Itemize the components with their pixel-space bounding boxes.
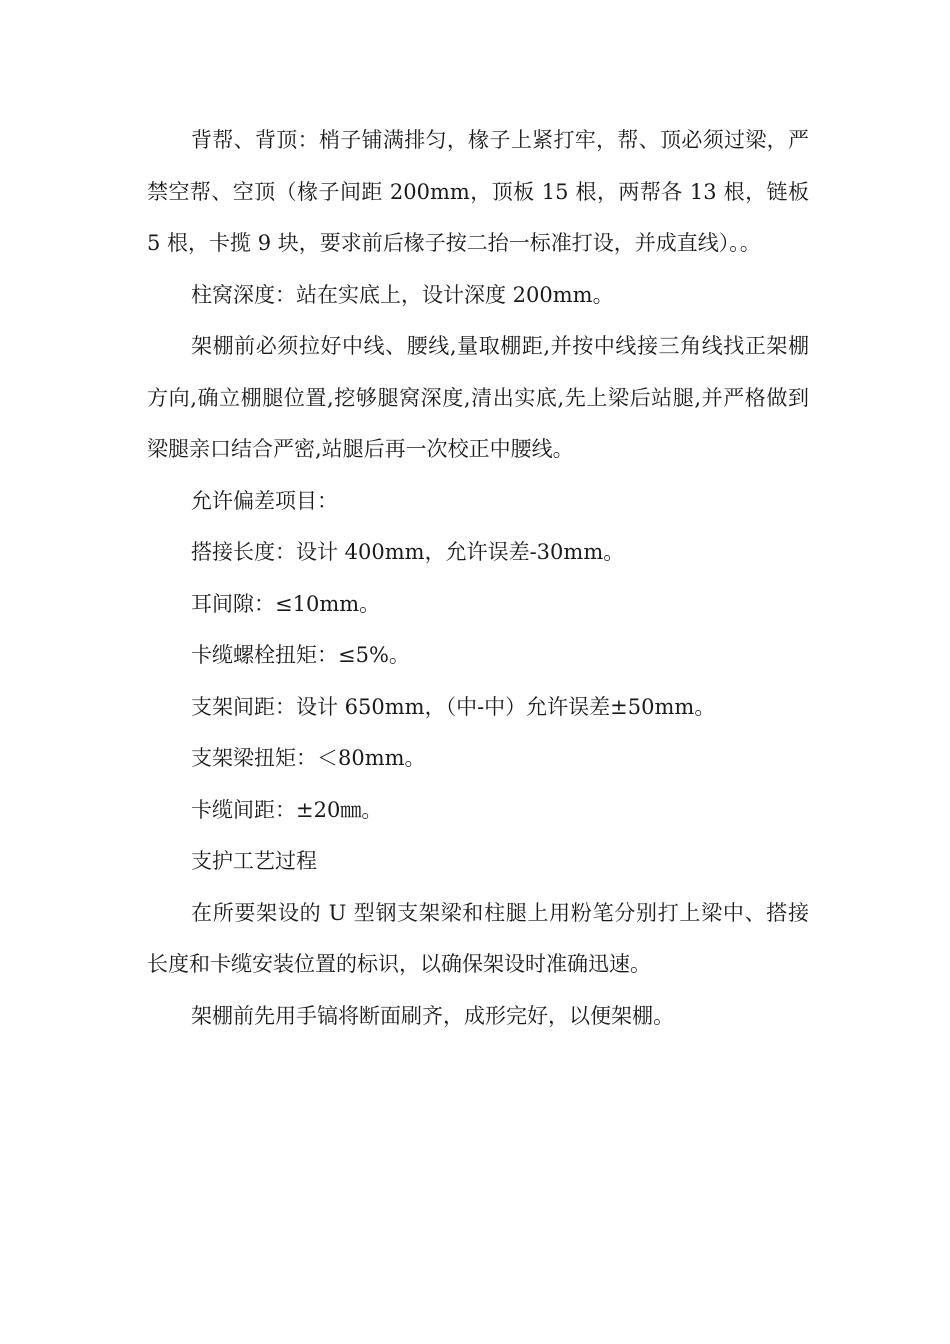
paragraph-shed-setup: 架棚前必须拉好中线、腰线,量取棚距,并按中线接三角线找正架棚方向,确立棚腿位置,挖够腿窝深度,清出实底,先上梁后站腿,并严格做到梁腿亲口结合严密,站腿后再一次校正中腰线。: [147, 334, 809, 461]
paragraph-process-heading: 支护工艺过程: [191, 849, 317, 873]
paragraph-clamp-bolt-torque: 卡缆螺栓扭矩：≤5%。: [191, 643, 410, 667]
paragraph-clamp-spacing: 卡缆间距：±20㎜。: [191, 797, 383, 822]
paragraph-backing: 背帮、背顶：梢子铺满排匀，椽子上紧打牢，帮、顶必须过梁，严禁空帮、空顶（椽子间距 200mm，顶板 15 根，两帮各 13 根，链板 5 根，卡揽 9 块，要求前后椽子按二抬一标准打设，并成直线）。。: [147, 128, 809, 255]
paragraph-column-pit-depth: 柱窝深度：站在实底上，设计深度 200mm。: [191, 282, 614, 307]
document-body: [147, 115, 809, 1042]
paragraph-tolerance-heading: 允许偏差项目：: [191, 488, 338, 513]
paragraph-overlap-length: 搭接长度：设计 400mm，允许误差-30mm。: [191, 540, 625, 564]
paragraph-ear-gap: 耳间隙：≤10mm。: [191, 591, 381, 616]
paragraph-marking: 在所要架设的 U 型钢支架梁和柱腿上用粉笔分别打上梁中、搭接长度和卡缆安装位置的标识，以确保架设时准确迅速。: [147, 900, 809, 976]
paragraph-trimming: 架棚前先用手镐将断面刷齐，成形完好，以便架棚。: [191, 1003, 674, 1028]
paragraph-beam-torque: 支架梁扭矩：＜80mm。: [191, 746, 426, 770]
paragraph-support-spacing: 支架间距：设计 650mm，（中-中）允许误差±50mm。: [191, 694, 716, 719]
